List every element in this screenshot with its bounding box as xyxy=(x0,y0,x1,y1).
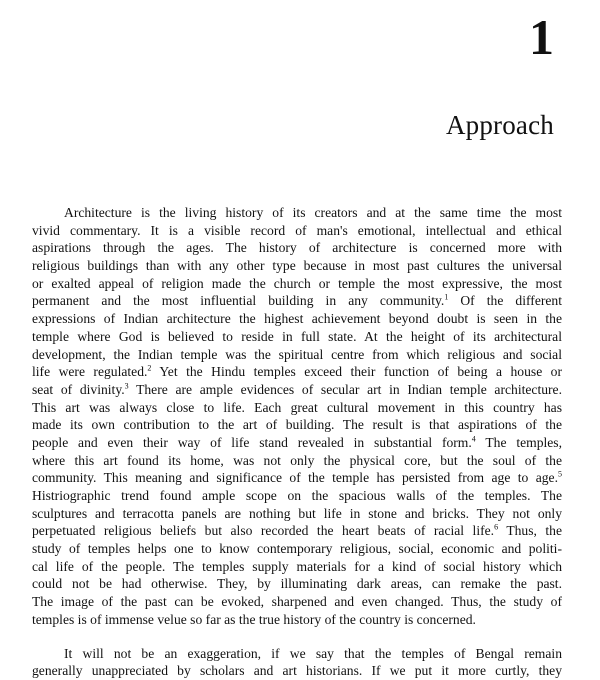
line-text: study of temples helps one to know contemporary religious, social, economic and politi- xyxy=(32,541,562,557)
text-line xyxy=(32,399,562,417)
line-text: development, the Indian temple was the spiritual centre from which religious and social xyxy=(32,346,562,362)
footnote-marker: 5 xyxy=(558,469,562,479)
footnote-marker: 4 xyxy=(471,434,476,444)
line-text: Histriographic trend found ample scope on the spacious walls of the temples. The xyxy=(32,488,562,503)
text-line xyxy=(32,257,562,275)
footnote-marker: 3 xyxy=(124,381,129,391)
text-line xyxy=(32,593,562,611)
line-text: aspirations through the ages. The history of architecture is concerned more with xyxy=(32,240,562,256)
line-text: temples is of immense velue so far as the true history of the country is concerned. xyxy=(32,611,476,627)
text-line xyxy=(32,575,562,593)
text-line xyxy=(32,275,562,293)
line-text: where this art found its home, was not only the physical core, but the soul of the xyxy=(32,452,562,468)
line-text: It will not be an exaggeration, if we say that the temples of Bengal remain xyxy=(64,645,562,661)
chapter-number: 1 xyxy=(529,9,554,65)
line-text: expressions of Indian architecture the highest achievement beyond doubt is seen in the xyxy=(32,311,562,327)
line-text: cal life of the people. The temples supply materials for a kind of social history which xyxy=(32,558,562,574)
text-line xyxy=(32,505,562,523)
line-text: could not be had otherwise. They, by illuminating dark areas, can remake the past. xyxy=(32,576,562,592)
line-text: perpetuated religious beliefs but also recorded the heart beats of racial life. xyxy=(32,523,495,539)
line-text: generally unappreciated by scholars and art historians. If we put it more curtly, they xyxy=(32,663,562,679)
text-line xyxy=(32,222,562,240)
line-text: seat of divinity. xyxy=(32,381,125,397)
line-text: people and even their way of life stand revealed in substantial form. xyxy=(32,434,472,450)
line-text-continued: The temples, xyxy=(475,434,562,450)
line-text: Architecture is the living history of its creators and at the same time the most xyxy=(64,205,562,220)
line-text-continued: Thus, the xyxy=(498,523,562,539)
line-text: life were regulated. xyxy=(32,364,148,380)
chapter-title: Approach xyxy=(445,110,554,140)
line-text: or exalted appeal of religion made the church or temple the most expressive, the most xyxy=(32,275,562,291)
text-line xyxy=(32,346,562,364)
body-text xyxy=(32,204,562,680)
text-line xyxy=(32,434,562,452)
text-line xyxy=(32,292,562,310)
text-line xyxy=(32,416,562,434)
line-text: This art was always close to life. Each great cultural movement in this country has xyxy=(32,399,562,415)
text-line xyxy=(32,662,562,680)
line-text-continued: Of the different xyxy=(448,293,562,309)
text-line xyxy=(32,522,562,540)
line-text: temple where God is believed to reside in full state. At the height of its architectural xyxy=(32,328,562,344)
line-text: religious buildings than with any other type because in most past cultures the universal xyxy=(32,258,562,274)
line-text-continued: Yet the Hindu temples exceed their function of being a house or xyxy=(151,364,562,380)
text-line xyxy=(32,611,562,629)
text-line xyxy=(32,328,562,346)
line-text: The image of the past can be evoked, sharpened and even changed. Thus, the study of xyxy=(32,594,562,610)
text-line xyxy=(32,204,562,222)
paragraph-gap xyxy=(32,629,562,645)
text-line xyxy=(32,487,562,505)
line-text: community. This meaning and significance of the temple has persisted from age to age. xyxy=(32,470,558,486)
text-line xyxy=(32,310,562,328)
line-text: permanent and the most influential building in any community. xyxy=(32,293,445,309)
footnote-marker: 1 xyxy=(444,292,449,302)
text-line xyxy=(32,540,562,558)
text-line xyxy=(32,381,562,399)
text-line xyxy=(32,452,562,470)
line-text: vivid commentary. It is a visible record of man's emotional, intellectual and ethical xyxy=(32,222,562,238)
text-line xyxy=(32,469,562,487)
line-text-continued: There are ample evidences of secular art in Indian temple architecture. xyxy=(128,381,562,397)
footnote-marker: 2 xyxy=(147,363,152,373)
text-line xyxy=(32,239,562,257)
text-line xyxy=(32,363,562,381)
footnote-marker: 6 xyxy=(494,522,499,532)
line-text: sculptures and terracotta panels are nothing but life in stone and bricks. They not only xyxy=(32,505,562,521)
text-line xyxy=(32,645,562,663)
text-line xyxy=(32,558,562,576)
line-text: made its own contribution to the art of building. The result is that aspirations of the xyxy=(32,417,562,433)
